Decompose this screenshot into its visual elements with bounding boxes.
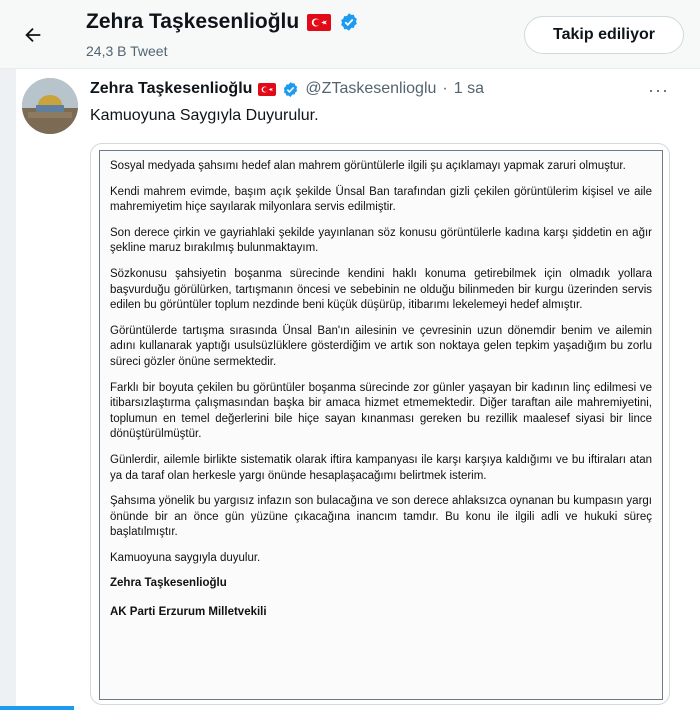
profile-name: Zehra Taşkesenlioğlu [86, 10, 300, 33]
signature-title: AK Parti Erzurum Milletvekili [110, 606, 267, 619]
statement-paragraph: Şahsıma yönelik bu yargısız infazın son bulacağına ve son derece ahlaksızca oynanan bu kumpasın yargı önünde bir an önce gün yüzüne çıkacağına inancım tamdır. Bu konu ile ilgili adli ve hukuki süreç başlatılmıştır. [110, 495, 652, 539]
tweet-media-image[interactable] [90, 143, 670, 705]
avatar[interactable] [22, 78, 78, 134]
profile-name-row [86, 10, 359, 34]
tweet-time[interactable]: 1 sa [453, 80, 484, 97]
progress-indicator [0, 706, 74, 710]
verified-badge-icon [339, 12, 359, 32]
turkey-flag-icon [258, 83, 276, 96]
following-button[interactable]: Takip ediliyor [524, 16, 684, 54]
statement-paragraph: Kamuoyuna saygıyla duyulur. [110, 551, 261, 564]
tweet-author-handle[interactable]: @ZTaskesenlioglu [305, 80, 437, 97]
signature-name: Zehra Taşkesenlioğlu [110, 577, 227, 590]
meta-separator: · [442, 80, 448, 97]
avatar-image [22, 78, 78, 134]
tweet-author-name[interactable]: Zehra Taşkesenlioğlu [90, 80, 253, 97]
statement-body [100, 151, 662, 621]
statement-document [99, 150, 663, 700]
verified-badge-icon [282, 81, 299, 98]
profile-header [0, 0, 700, 69]
back-button[interactable] [18, 20, 48, 50]
statement-paragraph: Görüntülerde tartışma sırasında Ünsal Ban'ın ailesinin ve çevresinin uzun dönemdir benim ve ailemin adını kullanarak yaptığı usulsüzlüklere gösterdiğim ve artık son noktaya gelen tepkim yaşadığım bu zorlu süreci gözler önüne sermektedir. [110, 324, 652, 368]
left-gutter [0, 69, 16, 710]
turkey-flag-icon [307, 14, 331, 31]
arrow-left-icon [22, 24, 44, 46]
more-options-icon[interactable]: ··· [648, 80, 669, 100]
statement-paragraph: Sözkonusu şahsiyetin boşanma sürecinde kendini haklı konuma getirebilmek için olmadık yollara başvurduğu görülürken, tartışmanın öncesi ve sebebinin ne olduğu bilinmeden bir kurgu üzerinden servis edilen bu görüntüler toplum nezdinde beni küçük düşürüp, itibarımı lekelemeyi hedef almıştır. [110, 267, 652, 312]
tweet-text: Kamuoyuna Saygıyla Duyurulur. [90, 107, 319, 124]
statement-paragraph: Günlerdir, ailemle birlikte sistematik olarak iftira kampanyası ile karşı karşıya kaldığımı ve bu iftiraları atan ya da taraf olan herkesle yargı önünde hesaplaşacağımı belirtmek isterim. [110, 453, 652, 482]
statement-paragraph: Sosyal medyada şahsımı hedef alan mahrem görüntülerle ilgili şu açıklamayı yapmak zaruri olmuştur. [110, 160, 626, 172]
statement-paragraph: Son derece çirkin ve gayriahlaki şekilde yayınlanan söz konusu görüntülerle kadına karşı şiddetin en ağır şekline maruz bırakılmış bulunmaktayım. [110, 226, 652, 255]
statement-paragraph: Farklı bir boyuta çekilen bu görüntüler boşanma sürecinde zor günler yaşayan bir kadının linç edilmesi ve itibarsızlaştırma çalışmasından başka bir amaca hizmet etmemektedir. Diğer taraftan aile mahremiyetini, toplumun en temel değerlerini bile hiçe sayan kınanması gereken bu rezillik maalesef siyasi bir lince dönüştürülmüştür. [110, 381, 652, 441]
tweet-count: 24,3 B Tweet [86, 43, 168, 59]
tweet-header [90, 80, 484, 98]
statement-paragraph: Kendi mahrem evimde, başım açık şekilde Ünsal Ban tarafından gizli çekilen görüntülerim kişisel ve aile mahremiyetim hiçe sayılarak milyonlara servis edilmiştir. [110, 185, 652, 214]
